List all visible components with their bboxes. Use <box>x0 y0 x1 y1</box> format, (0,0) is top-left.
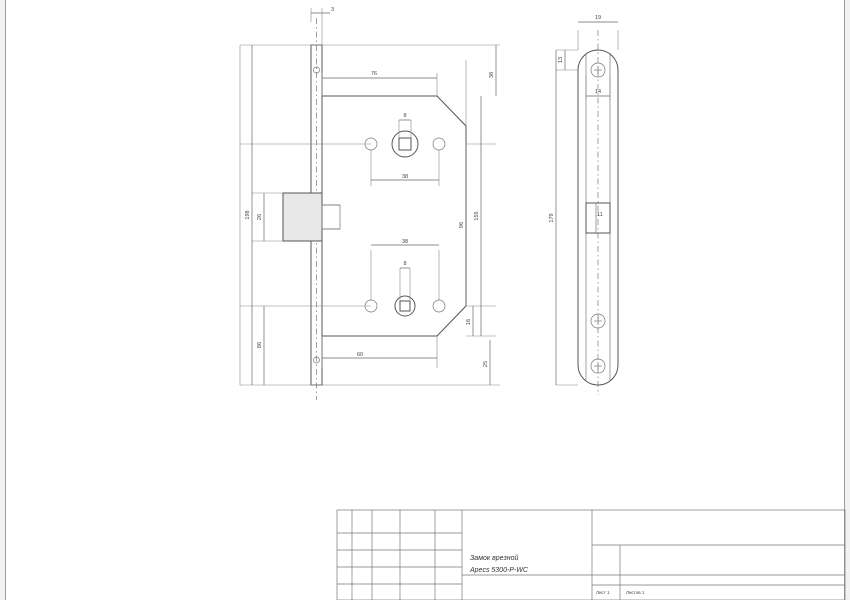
dim-label-76: 76 <box>370 71 378 77</box>
dim-label-86: 86 <box>257 341 263 349</box>
dim-label-11: 11 <box>597 212 603 218</box>
dim-label-96: 96 <box>459 221 465 229</box>
sheets-label: Листов 1 <box>626 590 645 595</box>
dim-label-8-top: 8 <box>403 113 407 119</box>
title-block-frame <box>337 510 845 600</box>
side-view <box>549 15 618 395</box>
dim-label-155: 155 <box>474 211 480 221</box>
dim-label-38-bottom: 38 <box>401 239 409 245</box>
dim-label-25: 25 <box>483 360 489 368</box>
dim-label-16: 16 <box>466 318 472 326</box>
lock-case-outline <box>322 96 466 336</box>
dim-label-13: 13 <box>558 56 564 64</box>
product-name-line1: Замок врезной <box>470 555 519 562</box>
dim-label-179: 179 <box>549 213 555 223</box>
dim-label-19: 19 <box>594 15 602 21</box>
dim-label-8-bottom: 8 <box>403 261 407 267</box>
front-view <box>240 7 500 400</box>
dim-label-38-right: 38 <box>489 71 495 79</box>
dim-label-60: 60 <box>356 352 364 358</box>
title-block <box>337 510 845 600</box>
dim-label-3: 3 <box>331 7 335 13</box>
product-name-line2: Apecs 5300-P-WC <box>470 567 528 574</box>
dim-label-14: 14 <box>594 89 602 95</box>
sheet-label: Лист 1 <box>596 590 610 595</box>
dim-label-26: 26 <box>257 213 263 221</box>
latch-bolt <box>283 193 322 241</box>
dim-label-198: 198 <box>245 210 251 220</box>
dim-label-38-top: 38 <box>401 174 409 180</box>
